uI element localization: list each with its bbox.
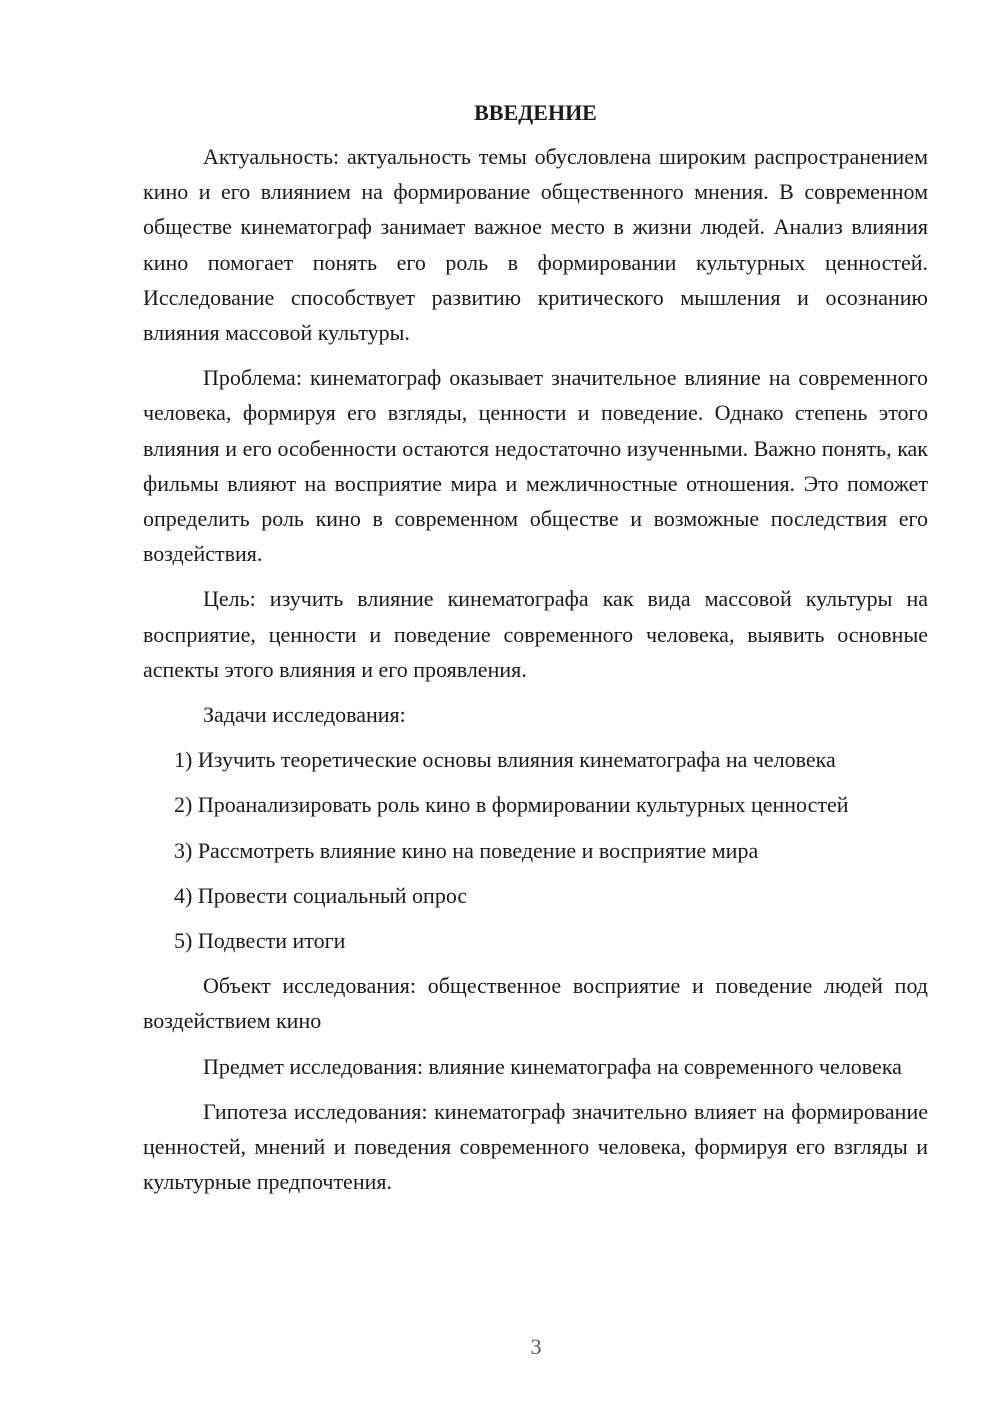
- page-number: 3: [530, 1334, 542, 1359]
- relevance-paragraph: Актуальность: актуальность темы обусловлена широким распространением кино и его влиянием на формирование общественного мнения. В современном обществе кинематограф занимает важное место в жизни людей. Анализ влияния кино помогает понять его роль в формировании культурных ценностей. Исследование способствует развитию критического мышления и осознанию влияния массовой культуры.: [143, 144, 928, 346]
- task-item-3: 3) Рассмотреть влияние кино на поведение и восприятие мира: [174, 837, 759, 863]
- subject-paragraph: Предмет исследования: влияние кинематографа на современного человека: [203, 1053, 902, 1079]
- page-title: ВВЕДЕНИЕ: [474, 100, 597, 125]
- object-paragraph: Объект исследования: общественное восприятие и поведение людей под воздействием кино: [143, 973, 928, 1034]
- hypothesis-paragraph: Гипотеза исследования: кинематограф значительно влияет на формирование ценностей, мнений и поведения современного человека, формируя его взгляды и культурные предпочтения.: [143, 1098, 928, 1195]
- problem-paragraph: Проблема: кинематограф оказывает значительное влияние на современного человека, формируя его взгляды, ценности и поведение. Однако степень этого влияния и его особенности остаются недостаточно изученными. Важно понять, как фильмы влияют на восприятие мира и межличностные отношения. Это поможет определить роль кино в современном обществе и возможные последствия его воздействия.: [143, 365, 928, 567]
- task-item-5: 5) Подвести итоги: [174, 928, 346, 954]
- document-body: [143, 95, 928, 1209]
- task-item-1: 1) Изучить теоретические основы влияния кинематографа на человека: [174, 747, 836, 773]
- goal-paragraph: Цель: изучить влияние кинематографа как вида массовой культуры на восприятие, ценности и поведение современного человека, выявить основные аспекты этого влияния и его проявления.: [143, 586, 928, 682]
- tasks-heading: Задачи исследования:: [203, 702, 406, 728]
- task-item-4: 4) Провести социальный опрос: [174, 882, 468, 908]
- task-item-2: 2) Проанализировать роль кино в формировании культурных ценностей: [174, 792, 849, 818]
